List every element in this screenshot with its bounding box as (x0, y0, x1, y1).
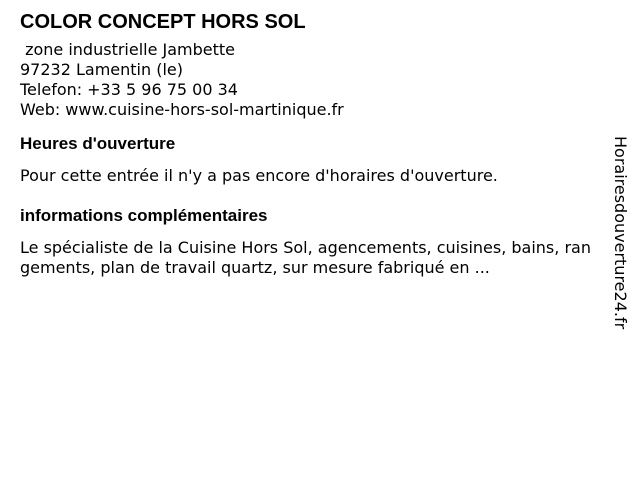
business-name: COLOR CONCEPT HORS SOL (20, 11, 306, 33)
web-line (20, 100, 598, 120)
hours-text: Pour cette entrée il n'y a pas encore d'horaires d'ouverture. (20, 166, 498, 185)
info-heading: informations complémentaires (20, 206, 268, 225)
address-city: 97232 Lamentin (le) (20, 60, 183, 79)
phone-line (20, 80, 598, 100)
phone-number[interactable]: +33 5 96 75 00 34 (87, 80, 238, 99)
web-label: Web: (20, 100, 61, 119)
website-link[interactable]: www.cuisine-hors-sol-martinique.fr (65, 100, 344, 119)
phone-label: Telefon: (20, 80, 83, 99)
info-text: Le spécialiste de la Cuisine Hors Sol, agencements, cuisines, bains, rangements, plan de travail quartz, sur mesure fabriqué en ... (20, 238, 591, 277)
site-watermark: Horairesdouverture24.fr (611, 136, 630, 330)
hours-heading: Heures d'ouverture (20, 134, 176, 153)
address-street: zone industrielle Jambette (20, 40, 236, 59)
business-card (20, 10, 598, 278)
